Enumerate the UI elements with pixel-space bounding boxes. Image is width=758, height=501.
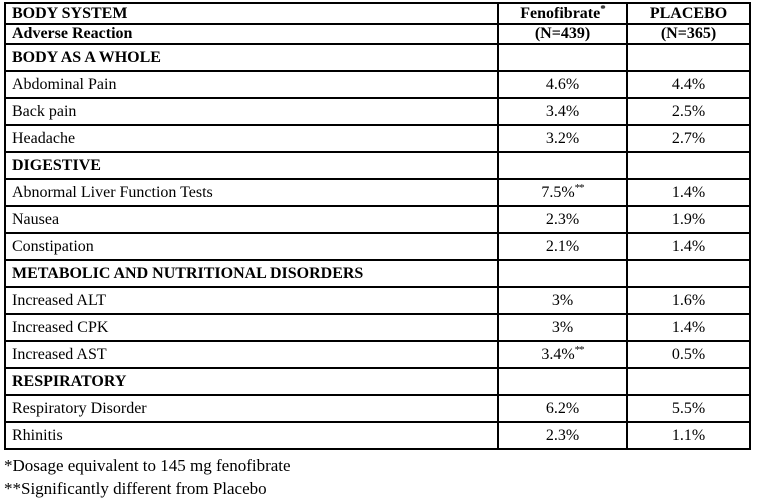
body-system-header-cell: BODY SYSTEM — [5, 3, 498, 24]
adverse-reaction-header-cell: Adverse Reaction — [5, 24, 498, 44]
table-row — [5, 98, 750, 125]
placebo-value-cell: 1.4% — [627, 314, 750, 341]
fenofibrate-value: 3% — [551, 291, 574, 309]
reaction-label-cell: Back pain — [5, 98, 498, 125]
placebo-value-cell: 1.4% — [627, 179, 750, 206]
empty-cell — [498, 368, 627, 395]
placebo-value-cell: 2.5% — [627, 98, 750, 125]
table-row — [5, 71, 750, 98]
empty-cell — [627, 368, 750, 395]
fenofibrate-value: 2.3% — [545, 426, 580, 444]
header-row-2 — [5, 24, 750, 44]
section-name-cell: DIGESTIVE — [5, 152, 498, 179]
reaction-label-cell: Rhinitis — [5, 422, 498, 449]
section-header-row — [5, 368, 750, 395]
reaction-label-cell: Headache — [5, 125, 498, 152]
section-name-cell: METABOLIC AND NUTRITIONAL DISORDERS — [5, 260, 498, 287]
reaction-label-cell: Abnormal Liver Function Tests — [5, 179, 498, 206]
placebo-value-cell: 4.4% — [627, 71, 750, 98]
section-name-cell: RESPIRATORY — [5, 368, 498, 395]
table-row — [5, 314, 750, 341]
fenofibrate-value: 7.5% — [541, 183, 575, 201]
placebo-value-cell: 2.7% — [627, 125, 750, 152]
fenofibrate-value-cell — [498, 71, 627, 98]
empty-cell — [627, 152, 750, 179]
empty-cell — [498, 152, 627, 179]
reaction-label-cell: Abdominal Pain — [5, 71, 498, 98]
fenofibrate-value: 2.3% — [545, 210, 580, 228]
table-row — [5, 125, 750, 152]
footnote-significance: **Significantly different from Placebo — [4, 479, 267, 498]
table-row — [5, 422, 750, 449]
placebo-value-cell: 1.6% — [627, 287, 750, 314]
fenofibrate-value-cell — [498, 179, 627, 206]
placebo-value-cell: 0.5% — [627, 341, 750, 368]
section-header-row — [5, 152, 750, 179]
table-row — [5, 206, 750, 233]
significance-marker: ** — [574, 343, 584, 356]
adverse-reactions-table — [4, 2, 751, 450]
section-header-row — [5, 260, 750, 287]
fenofibrate-value-cell — [498, 98, 627, 125]
reaction-label-cell: Increased ALT — [5, 287, 498, 314]
reaction-label-cell: Increased CPK — [5, 314, 498, 341]
table-row — [5, 341, 750, 368]
fenofibrate-value-cell — [498, 341, 627, 368]
fenofibrate-value: 3.2% — [545, 129, 580, 147]
placebo-header-cell: PLACEBO — [627, 3, 750, 24]
empty-cell — [627, 44, 750, 71]
fenofibrate-value-cell — [498, 125, 627, 152]
fenofibrate-footnote-marker: * — [600, 3, 605, 15]
placebo-value-cell: 1.4% — [627, 233, 750, 260]
placebo-value-cell: 5.5% — [627, 395, 750, 422]
reaction-label-cell: Nausea — [5, 206, 498, 233]
header-row-1 — [5, 3, 750, 24]
table-row — [5, 395, 750, 422]
fenofibrate-header-cell — [498, 3, 627, 24]
fenofibrate-value-cell — [498, 206, 627, 233]
fenofibrate-value-cell — [498, 233, 627, 260]
fenofibrate-value-cell — [498, 422, 627, 449]
fenofibrate-value: 4.6% — [545, 75, 580, 93]
fenofibrate-value-cell — [498, 314, 627, 341]
fenofibrate-header-label: Fenofibrate — [520, 4, 601, 22]
fenofibrate-value: 6.2% — [545, 399, 580, 417]
document-page — [4, 2, 754, 500]
fenofibrate-value: 3.4% — [541, 345, 575, 363]
table-row — [5, 179, 750, 206]
fenofibrate-value: 3% — [551, 318, 574, 336]
placebo-value-cell: 1.9% — [627, 206, 750, 233]
reaction-label-cell: Increased AST — [5, 341, 498, 368]
footnote-dosage: *Dosage equivalent to 145 mg fenofibrate — [4, 456, 291, 475]
empty-cell — [498, 260, 627, 287]
empty-cell — [498, 44, 627, 71]
placebo-value-cell: 1.1% — [627, 422, 750, 449]
empty-cell — [627, 260, 750, 287]
section-name-cell: BODY AS A WHOLE — [5, 44, 498, 71]
section-header-row — [5, 44, 750, 71]
fenofibrate-value: 2.1% — [545, 237, 580, 255]
table-row — [5, 287, 750, 314]
fenofibrate-value: 3.4% — [545, 102, 580, 120]
table-row — [5, 233, 750, 260]
fenofibrate-value-cell — [498, 395, 627, 422]
footnotes-block — [4, 454, 754, 500]
reaction-label-cell: Constipation — [5, 233, 498, 260]
fenofibrate-n-cell: (N=439) — [498, 24, 627, 44]
fenofibrate-value-cell — [498, 287, 627, 314]
reaction-label-cell: Respiratory Disorder — [5, 395, 498, 422]
significance-marker: ** — [574, 181, 584, 194]
placebo-n-cell: (N=365) — [627, 24, 750, 44]
